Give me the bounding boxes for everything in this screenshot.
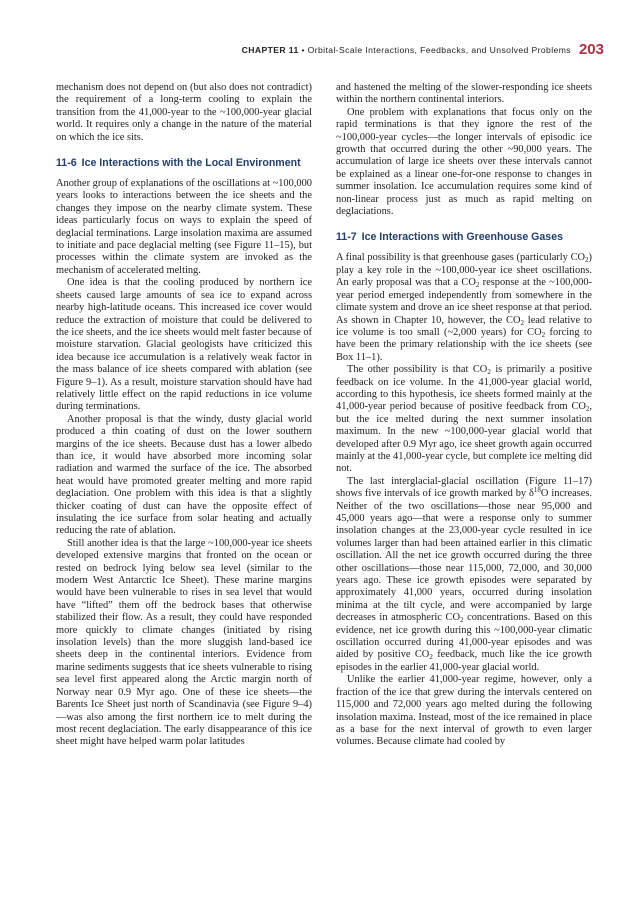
- section-number: 11-7: [336, 231, 357, 244]
- paragraph: The last interglacial-glacial oscillation (Figure 11–17) shows five intervals of ice growth marked by $\delta^{18}O$ increases. Neither of the two oscillations—those near 95,000 and 45,000 years ago—that were a response only to summer insolation changes at the 23,000-year cycle resulted in ice volumes larger than had been attained earlier in this climatic oscillation. All the net ice growth occurred during the three other oscillations—those near 115,000, 72,000, and 30,000 years ago. These ice growth episodes were separated by approximately 41,000 years, occurred during insolation minima at the tilt cycle, and were accompanied by large decreases in atmospheric $CO_2$ concentrations. Based on this evidence, net ice growth during this ~100,000-year climatic oscillation occurred during 41,000-year episodes and was aided by positive $CO_2$ feedback, much like the ice growth episodes in the earlier 41,000-year glacial world.: [336, 475, 593, 673]
- paragraph: The other possibility is that $CO_2$ is primarily a positive feedback on ice volume. In the 41,000-year glacial world, according to this hypothesis, ice sheets formed mainly at the 41,000-year period because of positive feedback from $CO_2$, but the ice melted during the next summer insolation maximum. In the new ~100,000-year glacial world that developed after 0.9 Myr ago, ice sheet growth again occurred mainly at the 41,000-year cycle, but complete ice melting did not.: [336, 364, 592, 475]
- paragraph: One idea is that the cooling produced by northern ice sheets caused large amounts of sea ice to expand across nearby high-latitude oceans. This increased ice cover would reduce the extraction of moisture that could be delivered to the ice sheets, and the ice sheets would melt faster because of moisture starvation. Glacial geologists have criticized this idea because ice accumulation is a relatively weak factor in the mass balance of ice sheets compared with ablation (see Figure 9–1). As a result, moisture starvation should have had relatively little effect on the rapid reductions in ice volume during terminations.: [56, 277, 312, 413]
- section-title: Ice Interactions with Greenhouse Gases: [361, 231, 563, 244]
- chapter-label: CHAPTER 11: [241, 45, 299, 55]
- paragraph: Unlike the earlier 41,000-year regime, however, only a fraction of the ice that grew during the intervals centered on 115,000 and 72,000 years ago melted during the following insolation maxima. Instead, most of the ice remained in place as a base for the next interval of growth to even larger volumes. Because climate had cooled by: [336, 674, 592, 748]
- paragraph: Still another idea is that the large ~100,000-year ice sheets developed extensive margins that fronted on the ocean or rested on bedrock lying below sea level (similar to the modern West Antarctic Ice Sheet). These marine margins would have been vulnerable to rises in sea level that would have “lifted” them off the bedrock bases that otherwise stabilized their flow. As a result, they could have responded more quickly to climate changes (initiated by rising insolation levels) than the more sluggish land-based ice sheets deep in the continental interiors. Evidence from marine sediments suggests that ice sheets vulnerable to rising sea level first appeared along the Arctic margin north of Norway near 0.9 Myr ago. One of these ice sheets—the Barents Ice Sheet just north of Scandinavia (see Figure 9–4)—was also among the first northern ice to melt during the most recent deglaciation. The early disappearance of this ice sheet might have helped warm polar latitudes: [56, 537, 312, 748]
- running-head: [60, 40, 604, 58]
- paragraph: Another group of explanations of the oscillations at ~100,000 years looks to interactions between the ice sheets and the changes they impose on the nearby climate system. These ideas particularly focus on ways to explain the speed of deglacial terminations. Large insolation maxima are assumed to initiate and pace deglacial melting (see Figure 11–15), but processes within the climate system are invoked as the mechanism of accelerated melting.: [56, 178, 312, 276]
- section-number: 11-6: [56, 157, 77, 170]
- left-column: [56, 82, 312, 749]
- paragraph: and hastened the melting of the slower-responding ice sheets within the northern continental interiors.: [336, 82, 592, 106]
- page-number: 203: [578, 41, 604, 58]
- chapter-heading: CHAPTER 11 • Orbital-Scale Interactions, Feedbacks, and Unsolved Problems: [241, 45, 571, 55]
- paragraph: One problem with explanations that focus only on the rapid terminations is that they ignore the rest of the ~100,000-year cycles—the longer intervals of episodic ice growth that occurred during the other ~90,000 years. The accumulation of large ice sheets over these intervals cannot be explained as a linear one-for-one response to changes in summer insolation. Ice accumulation requires some kind of non-linear process just as much as rapid melting on deglaciations.: [336, 106, 592, 218]
- right-column: [336, 82, 592, 749]
- section-title: Ice Interactions with the Local Environment: [81, 157, 301, 170]
- chapter-title: Orbital-Scale Interactions, Feedbacks, and Unsolved Problems: [307, 45, 571, 55]
- section-heading-11-6: [56, 157, 312, 170]
- paragraph: A final possibility is that greenhouse gases (particularly $CO_2$) play a key role in the ~100,000-year ice sheet oscillations. An early proposal was that a $CO_2$ response at the ~100,000-year period emerged independently from somewhere in the climate system and drove an ice sheet response at that period. As shown in Chapter 10, however, the $CO_2$ lead relative to ice volume is too small (~2,000 years) for $CO_2$ forcing to have been the primary relationship with the ice sheets (see Box 11–1).: [336, 252, 592, 363]
- paragraph: Another proposal is that the windy, dusty glacial world produced a thin coating of dust on the lower southern margins of the ice sheets. Because dust has a lower albedo than ice, it would have absorbed more incoming solar radiation and warmed the surface of the ice. The absorbed heat would have promoted greater melting and more rapid deglaciation. One problem with this idea is that a slightly thicker coating of dust can have the opposite effect of insulating the ice surface from solar heating and actually reducing the rate of ablation.: [56, 413, 312, 537]
- paragraph: mechanism does not depend on (but also does not contradict) the requirement of a long-term cooling to explain the transition from the 41,000-year to the ~100,000-year glacial world. It requires only a change in the nature of the material on which the ice sits.: [56, 82, 312, 143]
- section-heading-11-7: [336, 231, 592, 244]
